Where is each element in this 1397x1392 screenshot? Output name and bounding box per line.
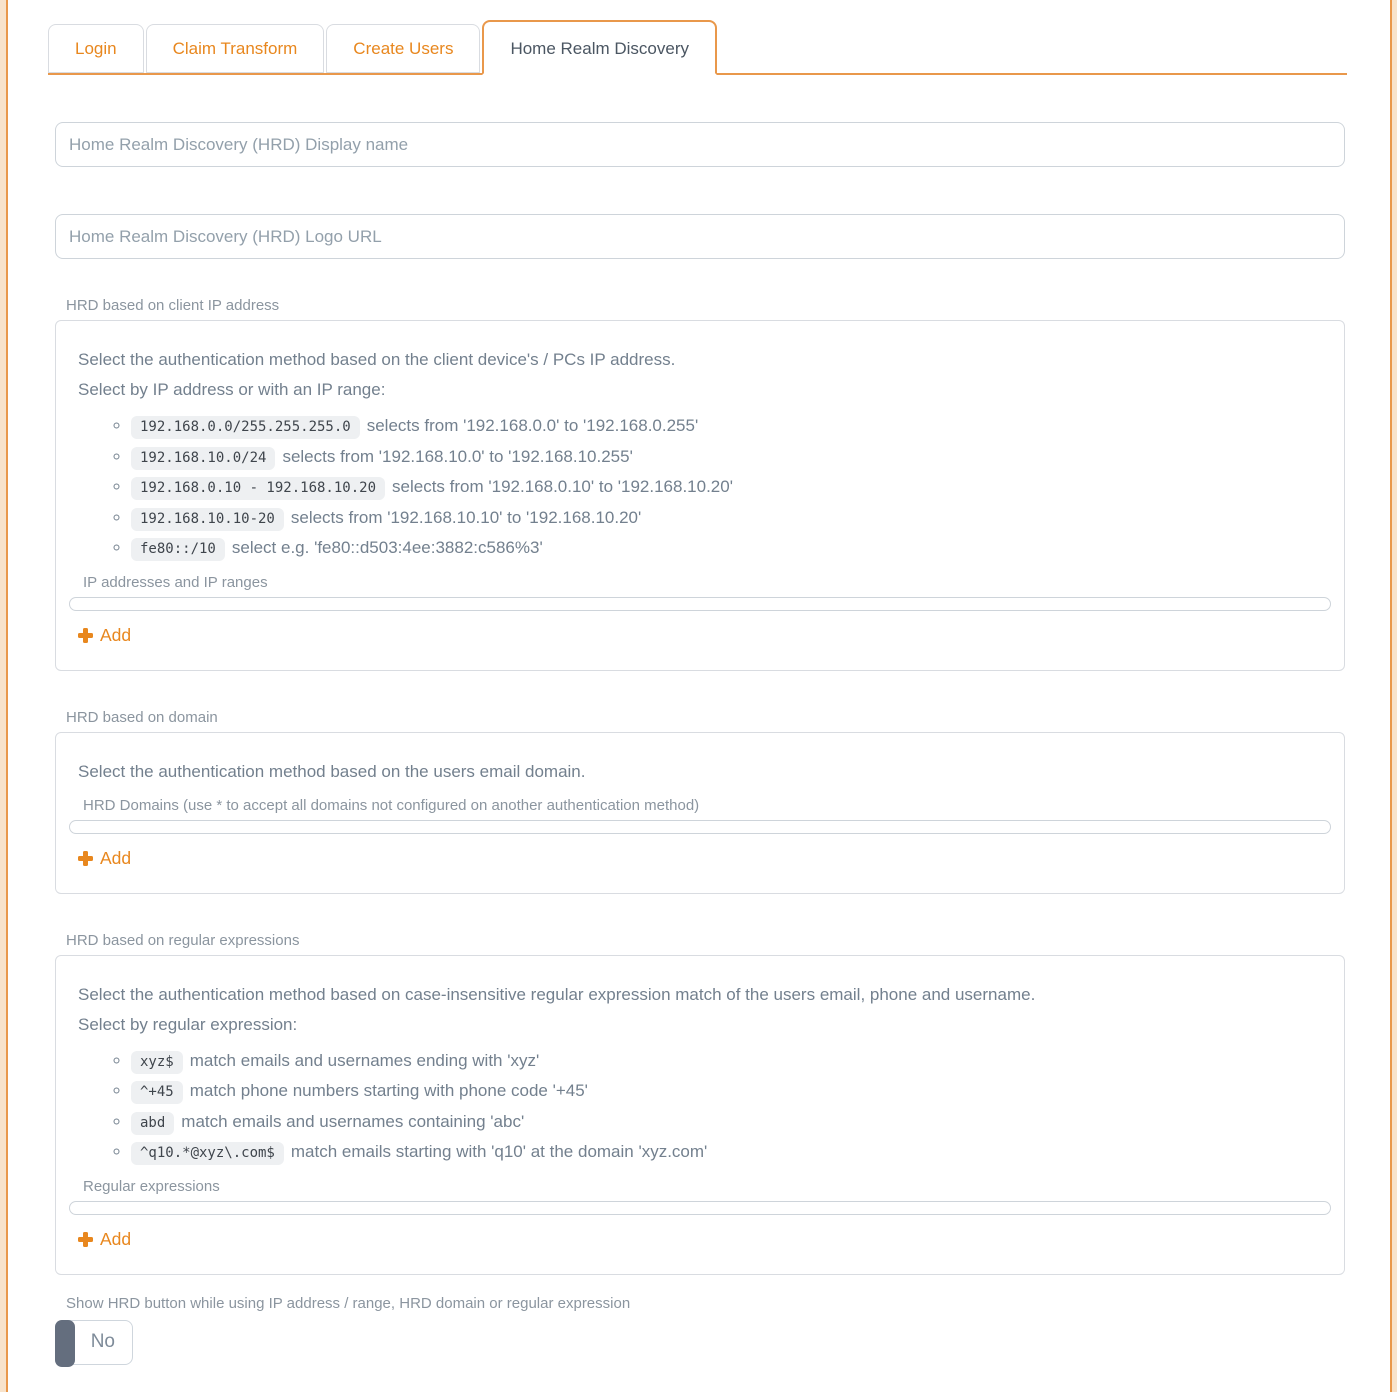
regex-example-text: match emails and usernames containing 'abc' <box>181 1111 525 1131</box>
ip-example-text: selects from '192.168.10.10' to '192.168.10.20' <box>290 507 642 527</box>
regex-add-button[interactable] <box>78 1229 131 1250</box>
list-item <box>131 1107 1331 1138</box>
list-item <box>131 1046 1331 1077</box>
ip-ranges-input[interactable] <box>69 597 1331 611</box>
ip-section-label: HRD based on client IP address <box>66 297 280 314</box>
list-item <box>131 472 1331 503</box>
list-item <box>131 1076 1331 1107</box>
ip-description-line1: Select the authentication method based on the client device's / PCs IP address. <box>78 350 676 369</box>
tab-login[interactable]: Login <box>48 24 144 73</box>
regex-example-text: match emails starting with 'q10' at the domain 'xyz.com' <box>290 1142 708 1161</box>
regular-expressions-input[interactable] <box>69 1201 1331 1215</box>
domain-section-label: HRD based on domain <box>66 708 218 726</box>
tab-create-users[interactable]: Create Users <box>326 24 480 73</box>
regex-add-label: Add <box>100 1228 132 1249</box>
ip-example-list <box>69 411 1331 564</box>
ip-example-code: 192.168.0.0/255.255.255.0 <box>131 416 360 439</box>
regex-field-label: Regular expressions <box>83 1177 220 1195</box>
plus-icon <box>78 628 93 643</box>
ip-example-text: select e.g. 'fe80::d503:4ee:3882:c586%3' <box>231 538 543 557</box>
regex-example-code: ^q10.*@xyz\.com$ <box>131 1142 284 1165</box>
list-item <box>131 442 1331 473</box>
plus-icon <box>78 1232 93 1247</box>
toggle-handle[interactable] <box>55 1320 75 1367</box>
ip-add-button[interactable] <box>78 625 131 646</box>
regex-example-text: match phone numbers starting with phone code '+45' <box>189 1081 588 1100</box>
regex-section-label: HRD based on regular expressions <box>66 931 300 949</box>
tab-bar <box>48 20 1347 75</box>
list-item <box>131 1137 1331 1168</box>
show-hrd-button-toggle[interactable] <box>55 1320 133 1365</box>
regex-example-code: abd <box>131 1112 174 1135</box>
ip-add-label: Add <box>100 624 132 645</box>
ip-example-code: 192.168.10.0/24 <box>131 447 275 470</box>
hrd-domains-input[interactable] <box>69 820 1331 834</box>
regex-description-line1: Select the authentication method based on case-insensitive regular expression match of the users email, phone and username. <box>78 984 1036 1004</box>
tab-home-realm-discovery[interactable]: Home Realm Discovery <box>482 20 717 75</box>
ip-example-text: selects from '192.168.0.0' to '192.168.0.255' <box>366 416 699 435</box>
ip-example-text: selects from '192.168.10.0' to '192.168.10.255' <box>282 446 633 466</box>
list-item <box>131 533 1331 564</box>
ip-description-line2: Select by IP address or with an IP range: <box>78 380 386 399</box>
regex-example-text: match emails and usernames ending with 'xyz' <box>189 1050 540 1070</box>
toggle-value: No <box>90 1331 115 1352</box>
ip-ranges-field-label: IP addresses and IP ranges <box>83 573 268 591</box>
tab-panel-home-realm-discovery <box>8 122 1390 1365</box>
list-item <box>131 411 1331 442</box>
domain-field-label: HRD Domains (use * to accept all domains not configured on another authentication method) <box>83 796 700 814</box>
plus-icon <box>78 851 93 866</box>
domain-add-label: Add <box>100 847 132 868</box>
domain-add-button[interactable] <box>78 848 131 869</box>
ip-example-code: 192.168.10.10-20 <box>131 508 284 531</box>
tab-claim-transform[interactable]: Claim Transform <box>146 24 325 73</box>
regex-example-code: xyz$ <box>131 1051 183 1074</box>
regex-example-code: ^+45 <box>131 1081 183 1104</box>
ip-section-box <box>55 320 1345 671</box>
regex-example-list <box>69 1046 1331 1168</box>
ip-example-code: fe80::/10 <box>131 538 225 561</box>
show-hrd-button-label: Show HRD button while using IP address / range, HRD domain or regular expression <box>66 1294 631 1312</box>
settings-page <box>6 0 1392 1392</box>
regex-section-box <box>55 955 1345 1275</box>
hrd-display-name-input[interactable] <box>55 122 1345 167</box>
regex-description-line2: Select by regular expression: <box>78 1014 298 1034</box>
ip-example-code: 192.168.0.10 - 192.168.10.20 <box>131 477 385 500</box>
domain-section-box <box>55 732 1345 894</box>
domain-description-line1: Select the authentication method based on the users email domain. <box>78 761 586 781</box>
ip-example-text: selects from '192.168.0.10' to '192.168.10.20' <box>392 477 733 496</box>
hrd-logo-url-input[interactable] <box>55 214 1345 259</box>
list-item <box>131 503 1331 534</box>
